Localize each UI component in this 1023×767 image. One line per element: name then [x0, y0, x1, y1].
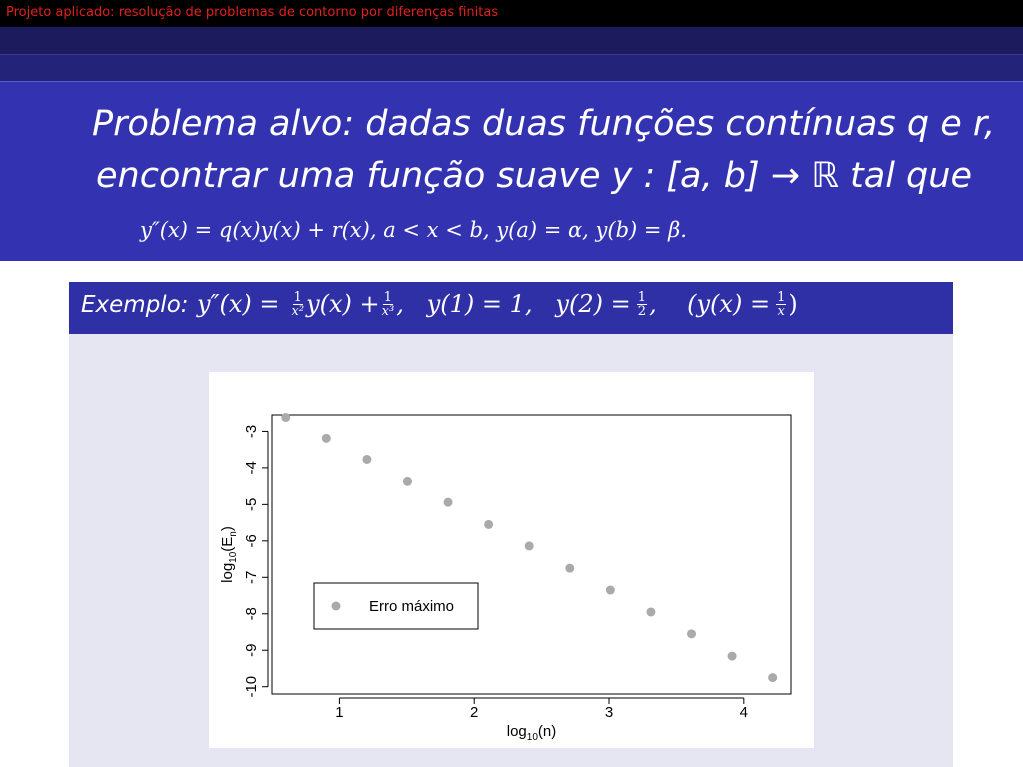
eq-solution-close: )	[788, 290, 798, 318]
y-tick-label: -3	[243, 424, 260, 439]
data-point	[322, 434, 331, 443]
y-tick-label: -5	[243, 497, 260, 512]
data-point	[565, 564, 574, 573]
x-axis-title: $\log_{10}(n)$	[506, 723, 557, 743]
error-chart	[209, 372, 814, 748]
problem-line-2: encontrar uma função suave y : [a, b] → ℝ tal que	[96, 156, 972, 196]
x-tick-label: 2	[470, 704, 479, 721]
fraction-3-denominator: 2	[637, 303, 646, 319]
x-tick-label: 3	[604, 704, 614, 721]
data-point	[525, 541, 534, 550]
data-point	[646, 607, 655, 616]
fraction-1-numerator: 1	[293, 289, 302, 305]
header-title: Projeto aplicado: resolução de problemas de contorno por diferenças finitas	[6, 5, 499, 20]
x-tick-label: 4	[739, 704, 748, 721]
eq-lhs: y″(x) =	[197, 290, 280, 318]
x-tick-label: 1	[335, 704, 344, 721]
fraction-3	[637, 291, 647, 318]
data-point	[728, 652, 737, 661]
y-tick-label: -10	[243, 675, 260, 698]
legend-marker	[332, 602, 341, 611]
data-point	[687, 629, 696, 638]
example-label: Exemplo:	[81, 292, 189, 318]
data-point	[444, 498, 453, 507]
problem-statement	[0, 81, 1023, 261]
plot-frame	[272, 415, 791, 694]
legend-label: Erro máximo	[369, 598, 455, 615]
fraction-2	[382, 291, 395, 318]
example-equation	[197, 290, 798, 318]
fraction-2-numerator: 1	[383, 289, 393, 305]
problem-line-1: Problema alvo: dadas duas funções contínuas q e r,	[92, 104, 996, 144]
data-point	[606, 586, 615, 595]
eq-mid: y(x) +	[306, 290, 380, 318]
navigation-band	[0, 27, 1023, 54]
example-header	[69, 282, 953, 334]
data-point	[768, 673, 777, 682]
eq-conditions: , y(1) = 1, y(2) =	[396, 290, 631, 318]
error-scatter-plot	[209, 372, 814, 748]
fraction-1	[292, 291, 305, 318]
y-tick-label: -9	[243, 643, 260, 657]
boundary-value-equation: y″(x) = q(x)y(x) + r(x), a < x < b, y(a) = α, y(b) = β.	[140, 218, 687, 242]
data-point	[484, 520, 493, 529]
header-bar	[0, 0, 1023, 27]
fraction-4-denominator: x	[777, 303, 785, 319]
y-axis-title: $\log_{10}(E_n)$	[219, 526, 239, 583]
data-point	[281, 413, 290, 422]
y-tick-label: -4	[243, 461, 260, 475]
fraction-2-denominator: x³	[381, 303, 395, 319]
y-tick-label: -8	[243, 607, 260, 621]
y-tick-label: -7	[243, 570, 260, 584]
data-point	[403, 477, 412, 486]
fraction-1-denominator: x²	[291, 303, 305, 319]
data-point	[362, 455, 371, 464]
fraction-3-numerator: 1	[637, 289, 646, 305]
subsection-band	[0, 54, 1023, 81]
y-tick-label: -6	[243, 534, 260, 548]
fraction-4	[776, 291, 786, 318]
fraction-4-numerator: 1	[777, 289, 786, 305]
eq-solution-open: , (y(x) =	[648, 290, 771, 318]
